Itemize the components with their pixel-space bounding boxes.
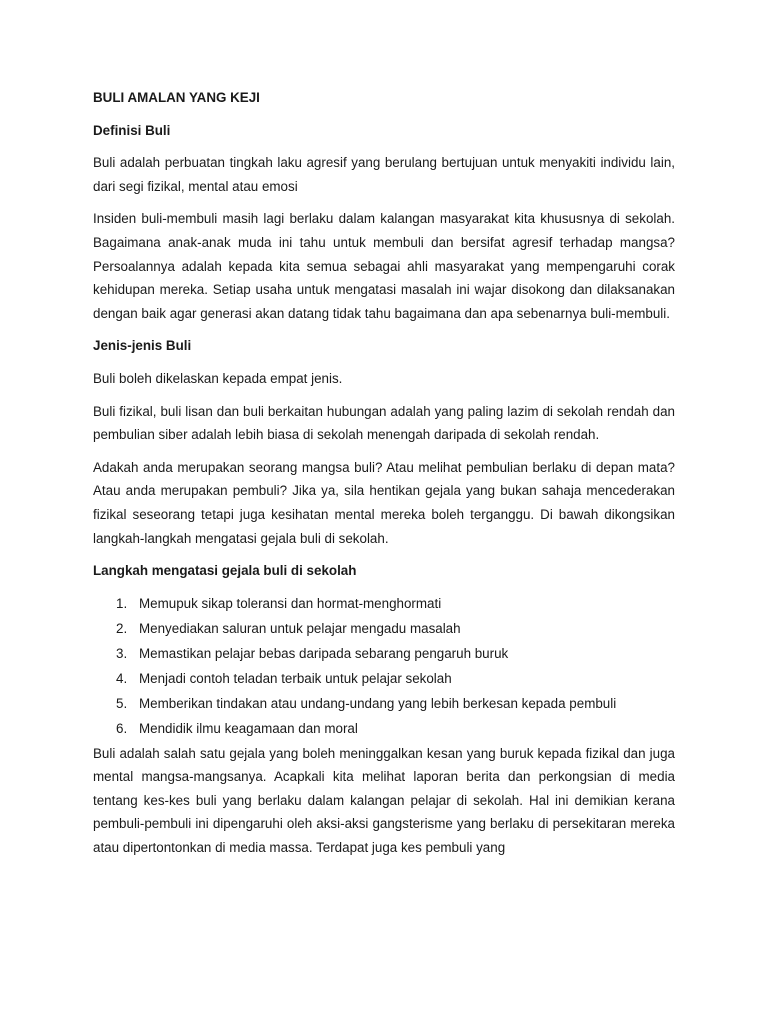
list-item [93, 717, 675, 742]
section-heading-steps: Langkah mengatasi gejala buli di sekolah [93, 563, 357, 579]
section-heading-definition: Definisi Buli [93, 122, 171, 138]
list-item-text: Memastikan pelajar bebas daripada sebarang pengaruh buruk [139, 645, 509, 661]
document-title: BULI AMALAN YANG KEJI [93, 90, 260, 105]
section-heading-types: Jenis-jenis Buli [93, 338, 192, 354]
list-item-number: 1. [116, 595, 128, 611]
paragraph-types-intro: Buli boleh dikelaskan kepada empat jenis. [93, 370, 343, 386]
list-item-text: Mendidik ilmu keagamaan dan moral [139, 720, 358, 736]
paragraph-types-detail: Buli fizikal, buli lisan dan buli berkaitan hubungan adalah yang paling lazim di sekolah rendah dan pembulian siber adalah lebih biasa di sekolah menengah daripada di sekolah rendah. [93, 403, 675, 443]
list-item-text: Menjadi contoh teladan terbaik untuk pelajar sekolah [139, 670, 452, 686]
document-page [93, 86, 675, 869]
paragraph-victim-question: Adakah anda merupakan seorang mangsa buli? Atau melihat pembulian berlaku di depan mata? Atau anda merupakan pembuli? Jika ya, sila hentikan gejala yang bukan sahaja mencederakan fizikal seseorang tetapi juga kesihatan mental mereka boleh terganggu. Di bawah dikongsikan langkah-langkah mengatasi gejala buli di sekolah. [93, 459, 675, 546]
list-item [93, 642, 675, 667]
list-item-number: 2. [116, 620, 128, 636]
list-item-text: Memberikan tindakan atau undang-undang yang lebih berkesan kepada pembuli [139, 695, 617, 711]
paragraph-closing: Buli adalah salah satu gejala yang boleh meninggalkan kesan yang buruk kepada fizikal dan juga mental mangsa-mangsanya. Acapkali kita melihat laporan berita dan perkongsian di media tentang kes-kes buli yang berlaku dalam kalangan pelajar di sekolah. Hal ini demikian kerana pembuli-pembuli ini dipengaruhi oleh aksi-aksi gangsterisme yang berlaku di persekitaran mereka atau dipertontonkan di media massa. Terdapat juga kes pembuli yang [93, 745, 675, 856]
steps-list [93, 592, 675, 742]
list-item [93, 692, 675, 717]
list-item-text: Memupuk sikap toleransi dan hormat-menghormati [139, 595, 442, 611]
list-item [93, 617, 675, 642]
list-item-number: 4. [116, 670, 128, 686]
list-item-number: 6. [116, 720, 128, 736]
list-item [93, 667, 675, 692]
paragraph-definition: Buli adalah perbuatan tingkah laku agresif yang berulang bertujuan untuk menyakiti individu lain, dari segi fizikal, mental atau emosi [93, 155, 675, 194]
list-item [93, 592, 675, 617]
list-item-text: Menyediakan saluran untuk pelajar mengadu masalah [139, 620, 461, 636]
paragraph-incident: Insiden buli-membuli masih lagi berlaku dalam kalangan masyarakat kita khususnya di sekolah. Bagaimana anak-anak muda ini tahu untuk membuli dan bersifat agresif terhadap mangsa? Persoalannya adalah kepada kita semua sebagai ahli masyarakat yang mempengaruhi corak kehidupan mereka. Setiap usaha untuk mengatasi masalah ini wajar disokong dan dilaksanakan dengan baik agar generasi akan datang tidak tahu bagaimana dan apa sebenarnya buli-membuli. [93, 211, 675, 321]
list-item-number: 5. [116, 695, 128, 711]
list-item-number: 3. [116, 645, 128, 661]
